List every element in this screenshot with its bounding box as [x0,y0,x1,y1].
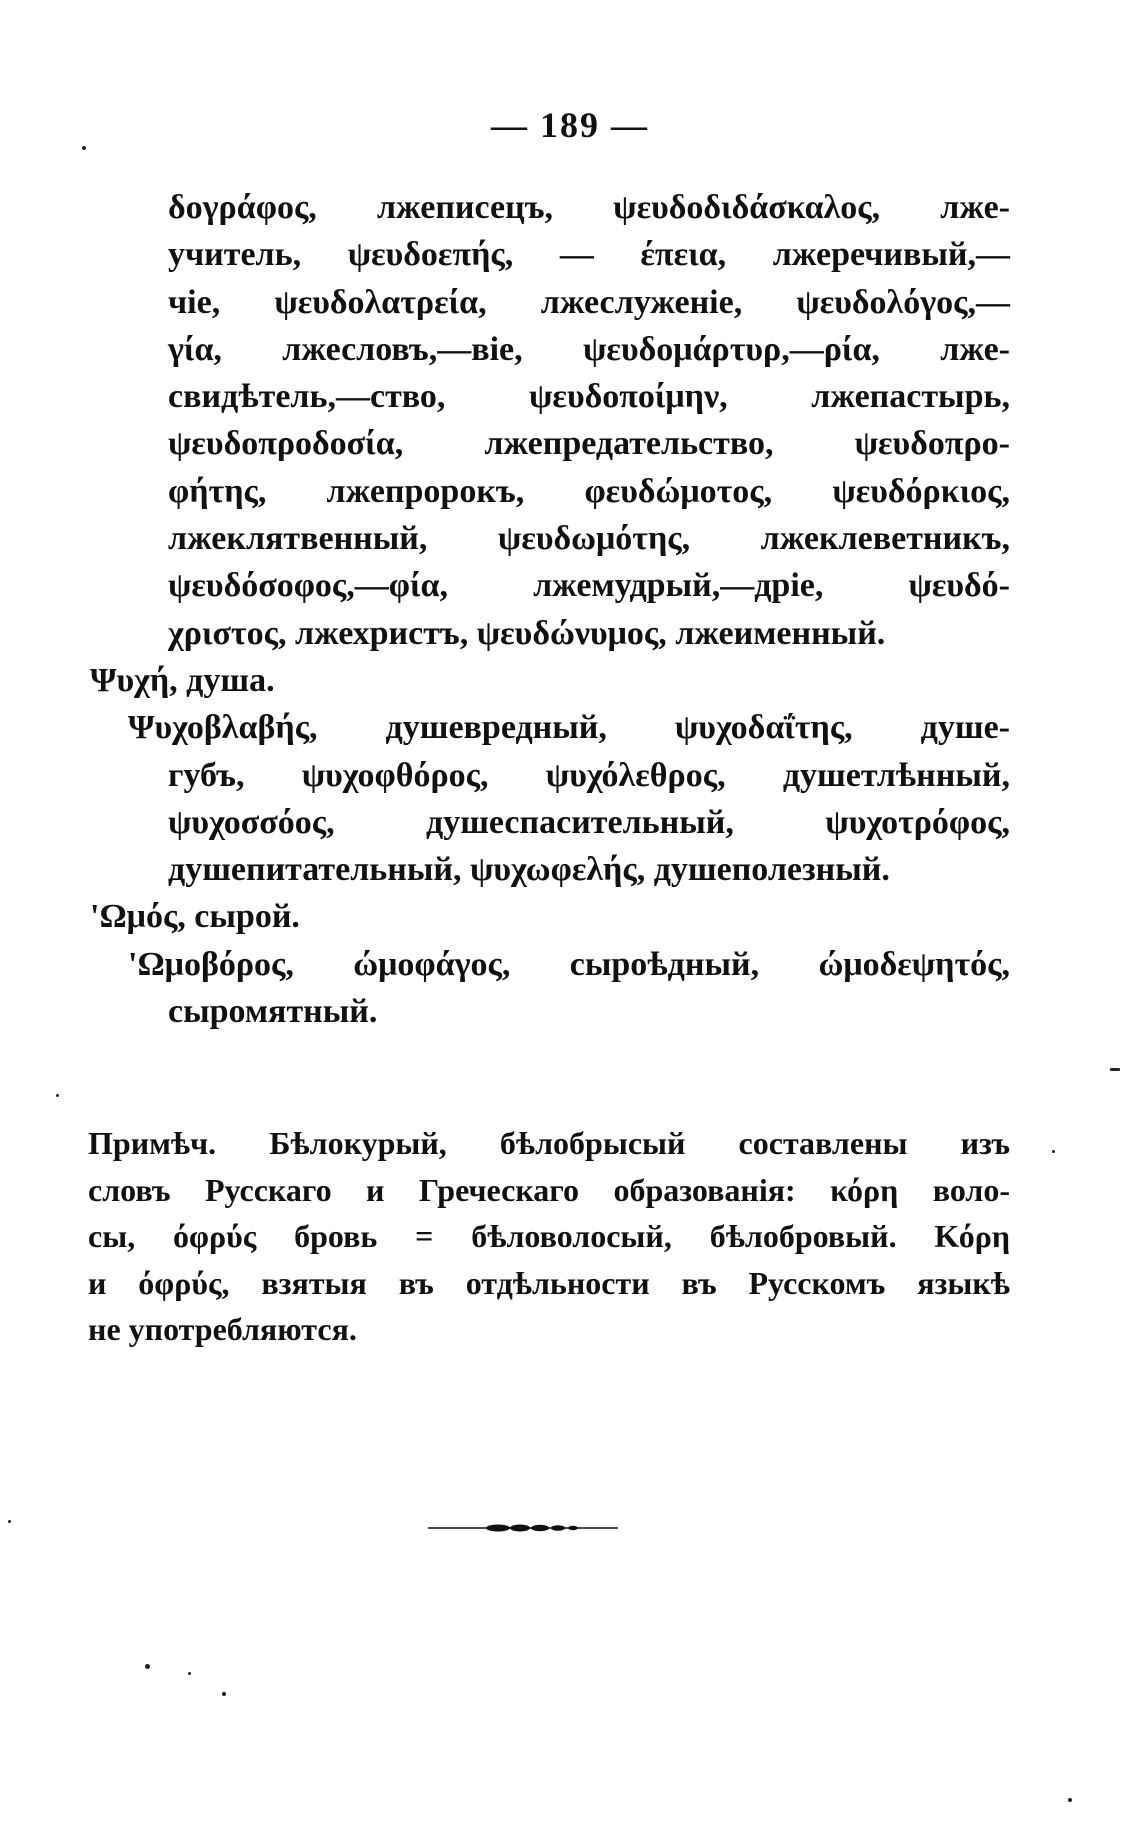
text-line: лжеклятвенный, ψευδωμότης, лжеклеветникъ, [168,520,1010,558]
text-line: ψυχοσσόος, душеспасительный, ψυχοτρόφος, [168,803,1010,841]
scan-speck [1068,1798,1072,1802]
scan-speck [8,1520,11,1523]
entry-headword-line: 'Ωμός, сырой. [90,898,300,936]
text-line: χριστος, лжехристъ, ψευδώνυμος, лжеименный. [168,614,886,652]
scan-speck [222,1692,226,1696]
text-line: душепитательный, ψυχωφελής, душеполезный. [168,851,890,889]
text-line: δογράφος, лжеписецъ, ψευδοδιδάσκαλος, лже- [168,189,1010,226]
scan-speck [56,1094,59,1097]
note-line: и όφρύς, взятыя въ отдѣльности въ Русскомъ языкѣ [88,1264,1010,1301]
entry-headword-line: Ψυχοβλαβής, душевредный, ψυχοδαΐτης, душе- [128,709,1010,747]
text-line: γία, лжесловъ,—віе, ψευδομάρτυρ,—ρία, лже- [168,330,1010,368]
entry-headword-line: 'Ωμοβόρος, ώμοφάγος, сыроѣдный, ώμοδεψητός, [128,945,1010,983]
footnote-text [88,1120,1010,1353]
note-line: сы, όφρύς бровь = бѣловолосый, бѣлобровый. Κόρη [88,1218,1010,1254]
dictionary-text [90,184,1010,1035]
page-number: — 189 — [491,105,649,145]
ornamental-divider [428,1524,618,1532]
text-line: ψευδοπροδοσία, лжепредательство, ψευδοπρο- [168,425,1010,463]
text-line: губъ, ψυχοφθόρος, ψυχόλεθρος, душетлѣнный, [168,756,1010,794]
text-line: чіе, ψευδολατρεία, лжеслуженіе, ψευδολόγος,— [168,283,1010,321]
text-line: φήτης, лжепророкъ, φευδώμοτος, ψευδόρκιος, [168,472,1010,510]
text-line: учитель, ψευδοεπής, — έπεια, лжеречивый,— [168,236,1010,274]
scan-speck [145,1664,150,1669]
scan-speck [188,1672,191,1675]
scan-speck [1110,1068,1120,1071]
scan-speck [82,146,86,150]
note-line: не употребляются. [88,1311,357,1347]
note-line: Примѣч. Бѣлокурый, бѣлобрысый составлены изъ [88,1125,1010,1161]
text-line: ψευδόσοφος,—φία, лжемудрый,—дріе, ψευδό- [168,567,1010,605]
entry-headword-line: Ψυχή, душа. [90,661,275,699]
note-line: словъ Русскаго и Греческаго образованія: κόρη воло- [88,1171,1010,1208]
text-line: сыромятный. [168,993,378,1031]
text-line: свидѣтель,—ство, ψευδοποίμην, лжепастырь, [168,378,1010,416]
scan-speck [1052,1150,1055,1153]
